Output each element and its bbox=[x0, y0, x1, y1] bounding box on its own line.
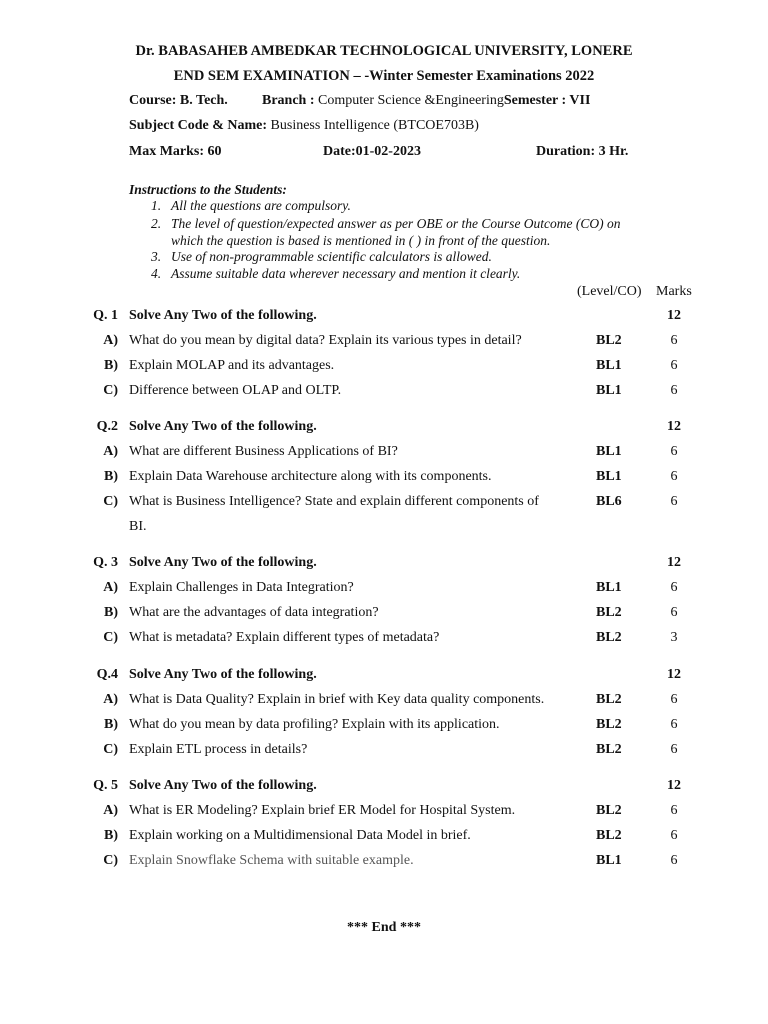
instructions-title: Instructions to the Students: bbox=[129, 182, 287, 197]
part-text: What are different Business Applications of BI? bbox=[129, 444, 398, 459]
semester-label: Semester : VII bbox=[503, 93, 591, 108]
subject-label: Subject Code & Name: bbox=[129, 118, 268, 133]
branch-label: Branch : bbox=[262, 93, 315, 108]
branch-value: Computer Science &Engineering bbox=[314, 93, 504, 108]
part-level: BL2 bbox=[596, 692, 622, 707]
exam-duration: Duration: 3 Hr. bbox=[536, 144, 629, 159]
subject-line bbox=[129, 118, 479, 134]
part-text: Difference between OLAP and OLTP. bbox=[129, 383, 342, 398]
part-text: What is Data Quality? Explain in brief with Key data quality components. bbox=[129, 692, 545, 707]
part-level: BL1 bbox=[596, 469, 622, 484]
part-marks: 6 bbox=[670, 444, 678, 459]
exam-date: Date:01-02-2023 bbox=[323, 144, 421, 159]
end-marker: *** End *** bbox=[347, 920, 421, 935]
part-text: What is metadata? Explain different types of metadata? bbox=[129, 630, 440, 645]
part-text: What are the advantages of data integration? bbox=[129, 605, 379, 620]
subject-value: Business Intelligence (BTCOE703B) bbox=[270, 118, 479, 133]
part-label: B) bbox=[104, 358, 118, 373]
part-marks: 6 bbox=[670, 828, 678, 843]
part-label: C) bbox=[103, 853, 118, 868]
part-text: What do you mean by digital data? Explain its various types in detail? bbox=[129, 333, 522, 348]
branch-line bbox=[262, 93, 590, 109]
marks-column-header: Marks bbox=[656, 284, 692, 299]
question-title: Solve Any Two of the following. bbox=[129, 308, 317, 323]
part-level: BL2 bbox=[596, 333, 622, 348]
exam-title: END SEM EXAMINATION – -Winter Semester Examinations 2022 bbox=[173, 68, 595, 84]
part-label: C) bbox=[103, 742, 118, 757]
question-total-marks: 12 bbox=[667, 667, 681, 682]
part-text-continued: BI. bbox=[129, 519, 147, 534]
max-marks: Max Marks: 60 bbox=[129, 144, 222, 159]
part-label: B) bbox=[104, 469, 118, 484]
part-label: A) bbox=[103, 333, 118, 348]
question-total-marks: 12 bbox=[667, 308, 681, 323]
part-marks: 6 bbox=[670, 605, 678, 620]
part-label: B) bbox=[104, 717, 118, 732]
instruction-text: The level of question/expected answer as per OBE or the Course Outcome (CO) on bbox=[171, 216, 621, 231]
part-level: BL1 bbox=[596, 853, 622, 868]
instruction-text: Assume suitable data wherever necessary and mention it clearly. bbox=[171, 266, 521, 281]
part-text: Explain Snowflake Schema with suitable example. bbox=[129, 853, 414, 868]
part-level: BL6 bbox=[596, 494, 622, 509]
instruction-number: 1. bbox=[151, 198, 162, 213]
question-number: Q.2 bbox=[96, 419, 118, 434]
part-level: BL1 bbox=[596, 444, 622, 459]
part-marks: 6 bbox=[670, 717, 678, 732]
university-title: Dr. BABASAHEB AMBEDKAR TECHNOLOGICAL UNIVERSITY, LONERE bbox=[135, 43, 633, 59]
part-marks: 6 bbox=[670, 358, 678, 373]
part-level: BL2 bbox=[596, 828, 622, 843]
question-number: Q. 5 bbox=[93, 778, 118, 793]
part-marks: 6 bbox=[670, 803, 678, 818]
question-number: Q.4 bbox=[96, 667, 118, 682]
part-label: C) bbox=[103, 630, 118, 645]
part-level: BL2 bbox=[596, 630, 622, 645]
instruction-number: 4. bbox=[151, 266, 162, 281]
part-label: A) bbox=[103, 803, 118, 818]
part-level: BL1 bbox=[596, 580, 622, 595]
part-text: Explain Data Warehouse architecture along with its components. bbox=[129, 469, 492, 484]
part-level: BL2 bbox=[596, 605, 622, 620]
part-marks: 6 bbox=[670, 742, 678, 757]
part-marks: 6 bbox=[670, 494, 678, 509]
part-label: C) bbox=[103, 383, 118, 398]
part-label: A) bbox=[103, 444, 118, 459]
part-level: BL2 bbox=[596, 717, 622, 732]
part-label: B) bbox=[104, 828, 118, 843]
question-number: Q. 1 bbox=[93, 308, 118, 323]
part-text: Explain MOLAP and its advantages. bbox=[129, 358, 335, 373]
instruction-number: 2. bbox=[151, 216, 162, 231]
question-title: Solve Any Two of the following. bbox=[129, 778, 317, 793]
question-total-marks: 12 bbox=[667, 778, 681, 793]
question-number: Q. 3 bbox=[93, 555, 118, 570]
instruction-text: Use of non-programmable scientific calculators is allowed. bbox=[171, 249, 492, 264]
part-marks: 3 bbox=[670, 630, 678, 645]
level-column-header: (Level/CO) bbox=[577, 284, 642, 299]
part-text: Explain Challenges in Data Integration? bbox=[129, 580, 354, 595]
part-text: Explain working on a Multidimensional Data Model in brief. bbox=[129, 828, 471, 843]
instruction-text: All the questions are compulsory. bbox=[171, 198, 351, 213]
question-title: Solve Any Two of the following. bbox=[129, 555, 317, 570]
part-marks: 6 bbox=[670, 853, 678, 868]
instruction-text: which the question is based is mentioned in ( ) in front of the question. bbox=[171, 233, 551, 248]
part-marks: 6 bbox=[670, 692, 678, 707]
part-text: What do you mean by data profiling? Explain with its application. bbox=[129, 717, 500, 732]
part-level: BL1 bbox=[596, 358, 622, 373]
part-label: B) bbox=[104, 605, 118, 620]
part-label: A) bbox=[103, 580, 118, 595]
part-marks: 6 bbox=[670, 333, 678, 348]
question-title: Solve Any Two of the following. bbox=[129, 667, 317, 682]
question-total-marks: 12 bbox=[667, 419, 681, 434]
part-marks: 6 bbox=[670, 383, 678, 398]
question-title: Solve Any Two of the following. bbox=[129, 419, 317, 434]
part-label: A) bbox=[103, 692, 118, 707]
question-total-marks: 12 bbox=[667, 555, 681, 570]
part-label: C) bbox=[103, 494, 118, 509]
part-level: BL2 bbox=[596, 742, 622, 757]
part-text: Explain ETL process in details? bbox=[129, 742, 308, 757]
part-text: What is ER Modeling? Explain brief ER Model for Hospital System. bbox=[129, 803, 516, 818]
part-level: BL2 bbox=[596, 803, 622, 818]
part-level: BL1 bbox=[596, 383, 622, 398]
part-text: What is Business Intelligence? State and explain different components of bbox=[129, 494, 539, 509]
instruction-number: 3. bbox=[151, 249, 162, 264]
part-marks: 6 bbox=[670, 580, 678, 595]
part-marks: 6 bbox=[670, 469, 678, 484]
course-label: Course: B. Tech. bbox=[129, 93, 228, 108]
